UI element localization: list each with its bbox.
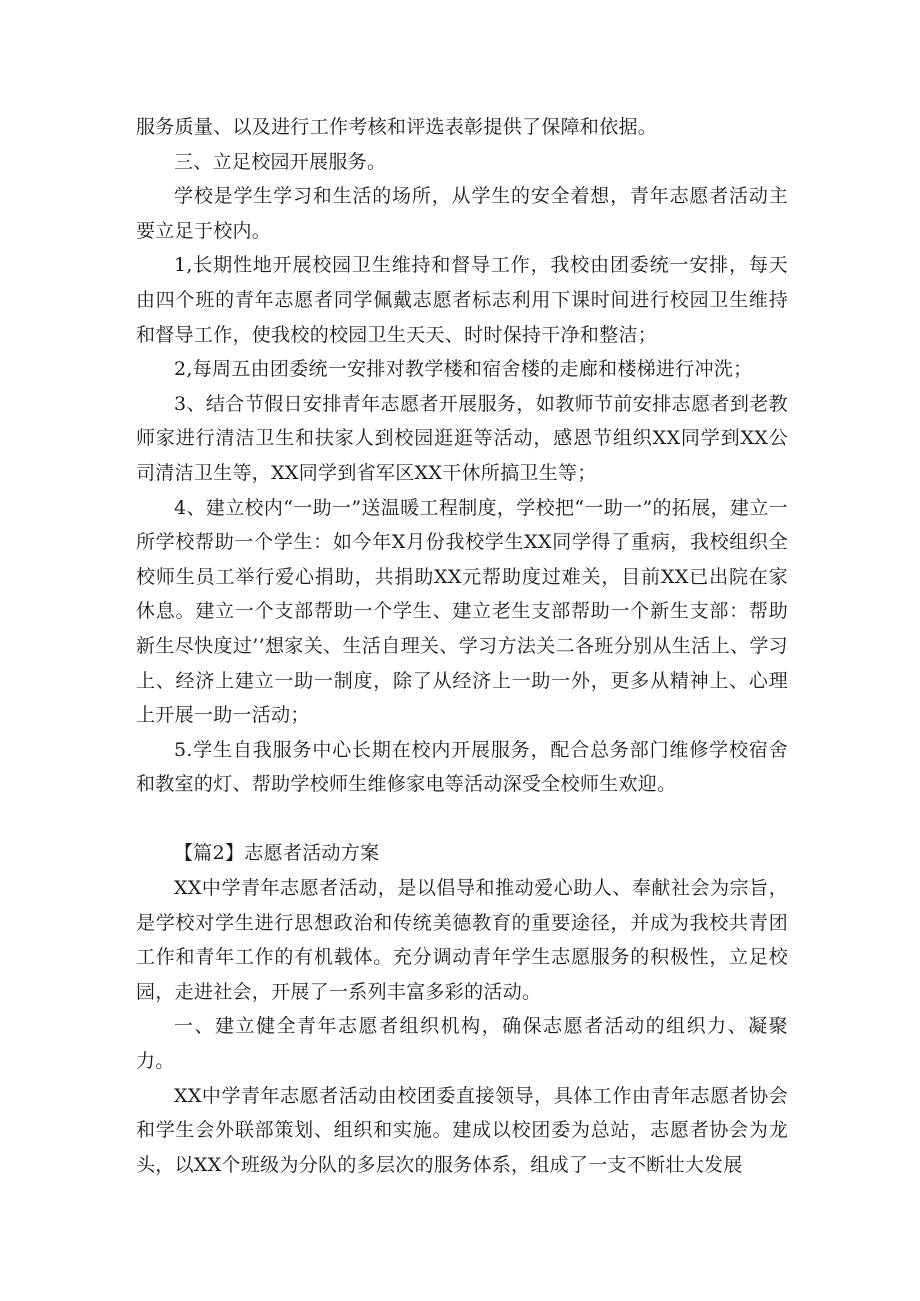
document-body (136, 110, 788, 1182)
paragraph-item-1: 1,长期性地开展校园卫生维持和督导工作，我校由团委统一安排，每天由四个班的青年志愿者同学佩戴志愿者标志利用下课时间进行校园卫生维持和督导工作，使我校的校园卫生天天、时时保持干净和整洁； (136, 254, 788, 346)
section-heading: 【篇2】志愿者活动方案 (174, 842, 380, 865)
paragraph-2: 学校是学生学习和生活的场所，从学生的安全着想，青年志愿者活动主要立足于校内。 (136, 185, 788, 242)
paragraph-0: 服务质量、以及进行工作考核和评选表彰提供了保障和依据。 (136, 116, 658, 138)
paragraph-item-3: 3、结合节假日安排青年志愿者开展服务，如教师节前安排志愿者到老教师家进行清洁卫生和扶家人到校园逛逛等活动，感恩节组织XX同学到XX公司清洁卫生等，XX同学到省军区XX干休所搞卫生等； (136, 392, 788, 484)
paragraph-item-5: 5.学生自我服务中心长期在校内开展服务，配合总务部门维修学校宿舍和教室的灯、帮助学校师生维修家电等活动深受全校师生欢迎。 (136, 738, 788, 796)
section2-paragraph-1: XX中学青年志愿者活动，是以倡导和推动爱心助人、奉献社会为宗旨，是学校对学生进行思想政治和传统美德教育的重要途径，并成为我校共青团工作和青年工作的有机载体。充分调动青年学生志愿服务的积极性，立足校园，走进社会，开展了一系列丰富多彩的活动。 (136, 877, 788, 1003)
section2-paragraph-2: 一、建立健全青年志愿者组织机构，确保志愿者活动的组织力、凝聚力。 (136, 1015, 788, 1073)
paragraph-item-2: 2,每周五由团委统一安排对教学楼和宿舍楼的走廊和楼梯进行冲洗； (174, 358, 753, 381)
paragraph-item-4: 4、建立校内“一助一”送温暖工程制度，学校把“一助一”的拓展，建立一所学校帮助一个学生：如今年X月份我校学生XX同学得了重病，我校组织全校师生员工举行爱心捐助，共捐助XX元帮助度过难关，目前XX已出院在家休息。建立一个支部帮助一个学生、建立老生支部帮助一个新生支部：帮助新生尽快度过’’想家关、生活自理关、学习方法关二各班分别从生活上、学习上、经济上建立一助一制度，除了从经济上一助一外，更多从精神上、心理上开展一助一活动； (136, 496, 788, 727)
section2-paragraph-3: XX中学青年志愿者活动由校团委直接领导，具体工作由青年志愿者协会和学生会外联部策划、组织和实施。建成以校团委为总站，志愿者协会为龙头，以XX个班级为分队的多层次的服务体系，组成了一支不断壮大发展 (136, 1084, 788, 1176)
paragraph-heading-3: 三、立足校园开展服务。 (174, 150, 387, 173)
